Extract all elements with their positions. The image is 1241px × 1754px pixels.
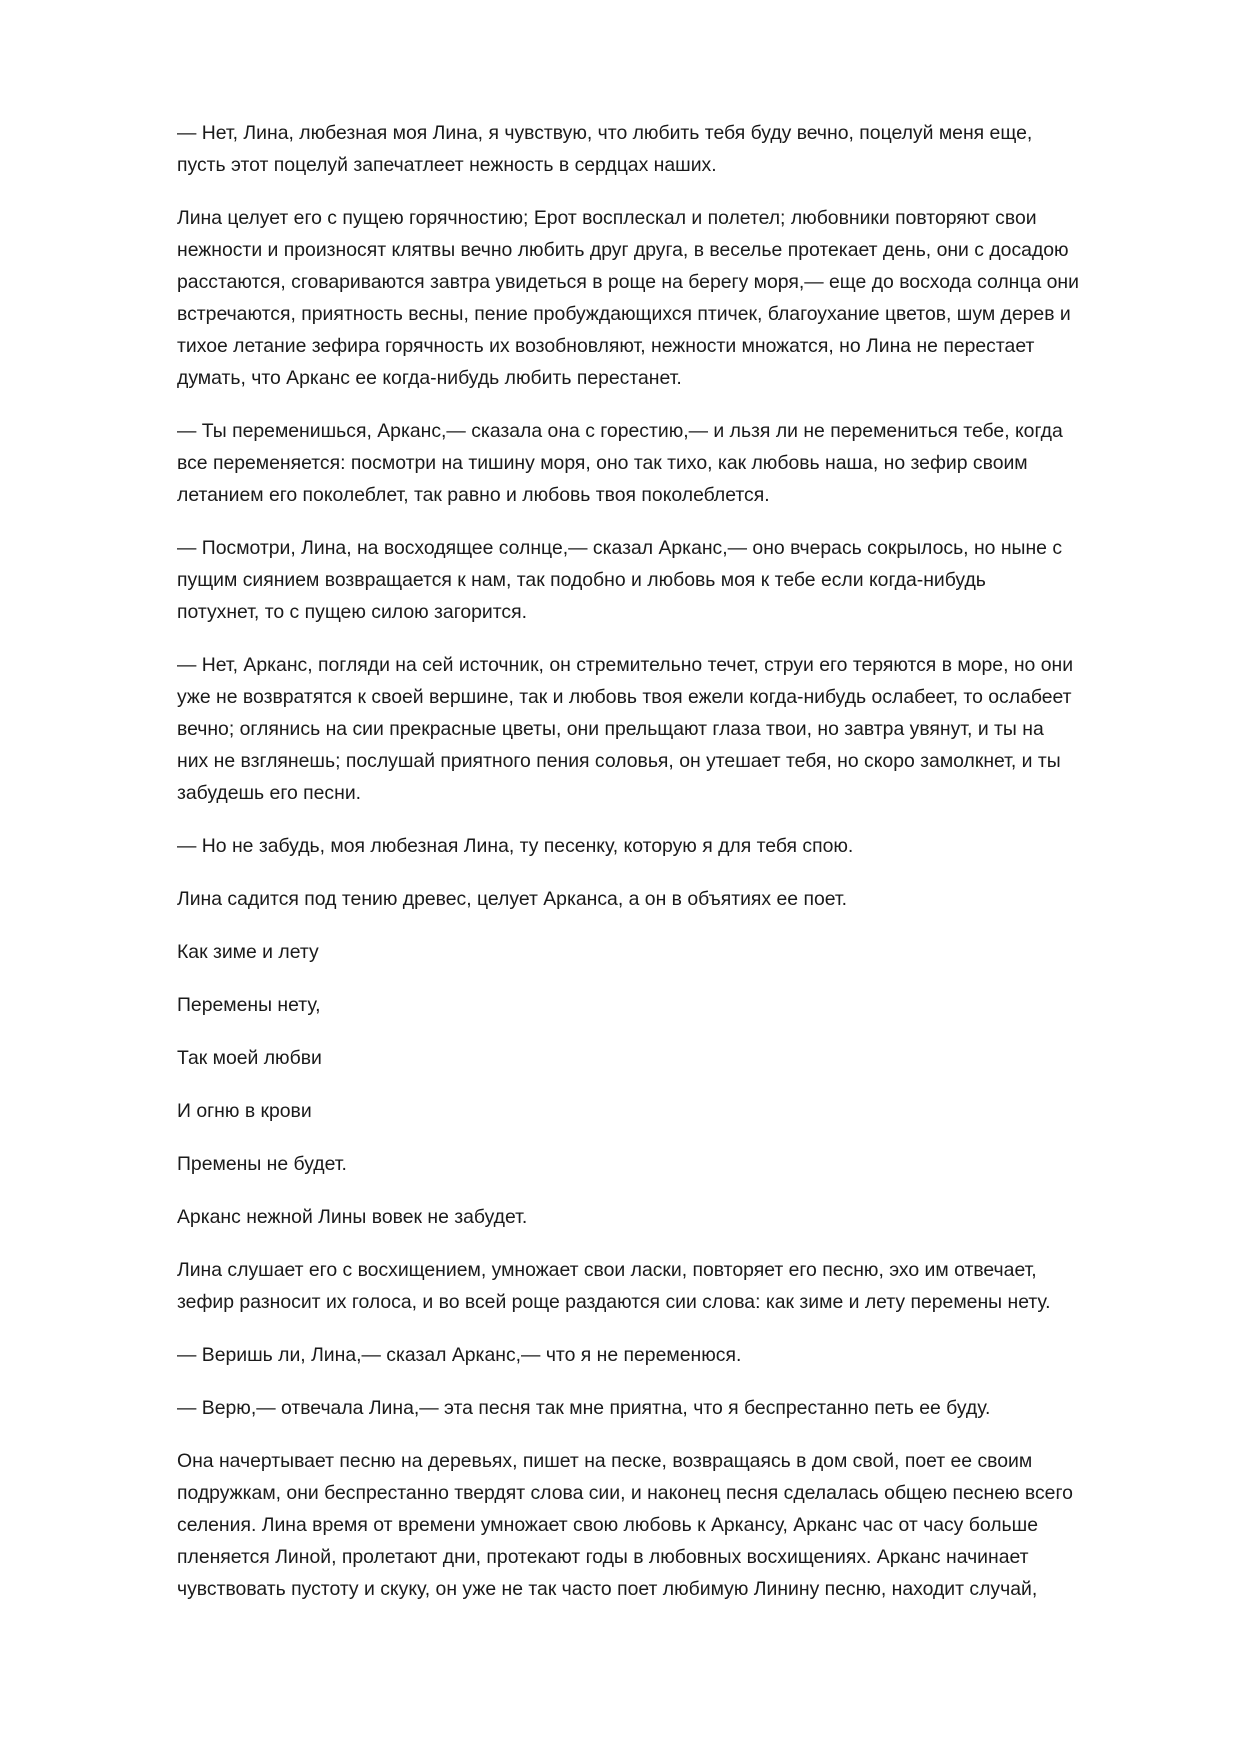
text-line: — Но не забудь, моя любезная Лина, ту песенку, которую я для тебя спою. — [177, 835, 854, 857]
paragraph — [177, 415, 1152, 511]
paragraph — [177, 883, 1152, 915]
text-line: — Нет, Лина, любезная моя Лина, я чувствую, что любить тебя буду вечно, поцелуй меня еще, — [177, 122, 1033, 144]
text-line: селения. Лина время от времени умножает свою любовь к Аркансу, Арканс час от часу больше — [177, 1514, 1038, 1536]
text-line: — Нет, Арканс, погляди на сей источник, он стремительно течет, струи его теряются в море, но они — [177, 654, 1074, 676]
text-line: Лина садится под тению древес, целует Арканса, а он в объятиях ее поет. — [177, 888, 848, 910]
paragraph — [177, 1339, 1152, 1371]
paragraph — [177, 1042, 1152, 1074]
paragraph — [177, 649, 1152, 809]
text-line: И огню в крови — [177, 1100, 312, 1122]
text-line: нежности и произносят клятвы вечно любить друг друга, в веселье протекает день, они с досадою — [177, 239, 1069, 261]
paragraph — [177, 1445, 1152, 1605]
text-line: подружкам, они беспрестанно твердят слова сии, и наконец песня сделалась общею песнею всего — [177, 1482, 1073, 1504]
text-line: чувствовать пустоту и скуку, он уже не так часто поет любимую Линину песню, находит случай, — [177, 1578, 1038, 1600]
text-line: летанием его поколеблет, так равно и любовь твоя поколеблется. — [177, 484, 770, 506]
text-line: встречаются, приятность весны, пение пробуждающихся птичек, благоухание цветов, шум дерев и — [177, 303, 1071, 325]
paragraph — [177, 202, 1152, 394]
text-line: зефир разносит их голоса, и во всей роще раздаются сии слова: как зиме и лету перемены нету. — [177, 1291, 1051, 1313]
text-line: — Посмотри, Лина, на восходящее солнце,— сказал Арканс,— оно вчерась сокрылось, но ныне с — [177, 537, 1063, 559]
text-line: пусть этот поцелуй запечатлеет нежность в сердцах наших. — [177, 154, 717, 176]
text-line: пущим сиянием возвращается к нам, так подобно и любовь моя к тебе если когда-нибудь — [177, 569, 986, 591]
text-line: них не взглянешь; послушай приятного пения соловья, он утешает тебя, но скоро замолкнет, и ты — [177, 750, 1061, 772]
document-body — [177, 117, 1152, 1626]
text-line: тихое летание зефира горячность их возобновляют, нежности множатся, но Лина не перестает — [177, 335, 1035, 357]
paragraph — [177, 1148, 1152, 1180]
text-line: уже не возвратятся к своей вершине, так и любовь твоя ежели когда-нибудь ослабеет, то ослабеет — [177, 686, 1072, 708]
text-line: Лина слушает его с восхищением, умножает свои ласки, повторяет его песню, эхо им отвечает, — [177, 1259, 1037, 1281]
paragraph — [177, 1392, 1152, 1424]
paragraph — [177, 989, 1152, 1021]
text-line: думать, что Арканс ее когда-нибудь любить перестанет. — [177, 367, 682, 389]
text-line: расстаются, сговариваются завтра увидеться в роще на берегу моря,— еще до восхода солнца они — [177, 271, 1079, 293]
text-line: пленяется Линой, пролетают дни, протекают годы в любовных восхищениях. Арканс начинает — [177, 1546, 1029, 1568]
paragraph — [177, 117, 1152, 181]
paragraph — [177, 532, 1152, 628]
text-line: — Веришь ли, Лина,— сказал Арканс,— что я не переменюся. — [177, 1344, 742, 1366]
paragraph — [177, 936, 1152, 968]
text-line: потухнет, то с пущею силою загорится. — [177, 601, 528, 623]
paragraph — [177, 1095, 1152, 1127]
text-line: Так моей любви — [177, 1047, 322, 1069]
text-line: Она начертывает песню на деревьях, пишет на песке, возвращаясь в дом свой, поет ее своим — [177, 1450, 1033, 1472]
text-line: Лина целует его с пущею горячностию; Ерот восплескал и полетел; любовники повторяют свои — [177, 207, 1037, 229]
text-line: — Ты переменишься, Арканс,— сказала она с горестию,— и льзя ли не перемениться тебе, когда — [177, 420, 1063, 442]
paragraph — [177, 830, 1152, 862]
text-line: все переменяется: посмотри на тишину моря, оно так тихо, как любовь наша, но зефир своим — [177, 452, 1028, 474]
text-line: Арканс нежной Лины вовек не забудет. — [177, 1206, 528, 1228]
text-line: вечно; оглянись на сии прекрасные цветы, они прельщают глаза твои, но завтра увянут, и ты на — [177, 718, 1044, 740]
paragraph — [177, 1201, 1152, 1233]
text-line: Перемены нету, — [177, 994, 321, 1016]
text-line: забудешь его песни. — [177, 782, 362, 804]
text-line: Как зиме и лету — [177, 941, 319, 963]
text-line: Премены не будет. — [177, 1153, 347, 1175]
text-line: — Верю,— отвечала Лина,— эта песня так мне приятна, что я беспрестанно петь ее буду. — [177, 1397, 991, 1419]
paragraph — [177, 1254, 1152, 1318]
